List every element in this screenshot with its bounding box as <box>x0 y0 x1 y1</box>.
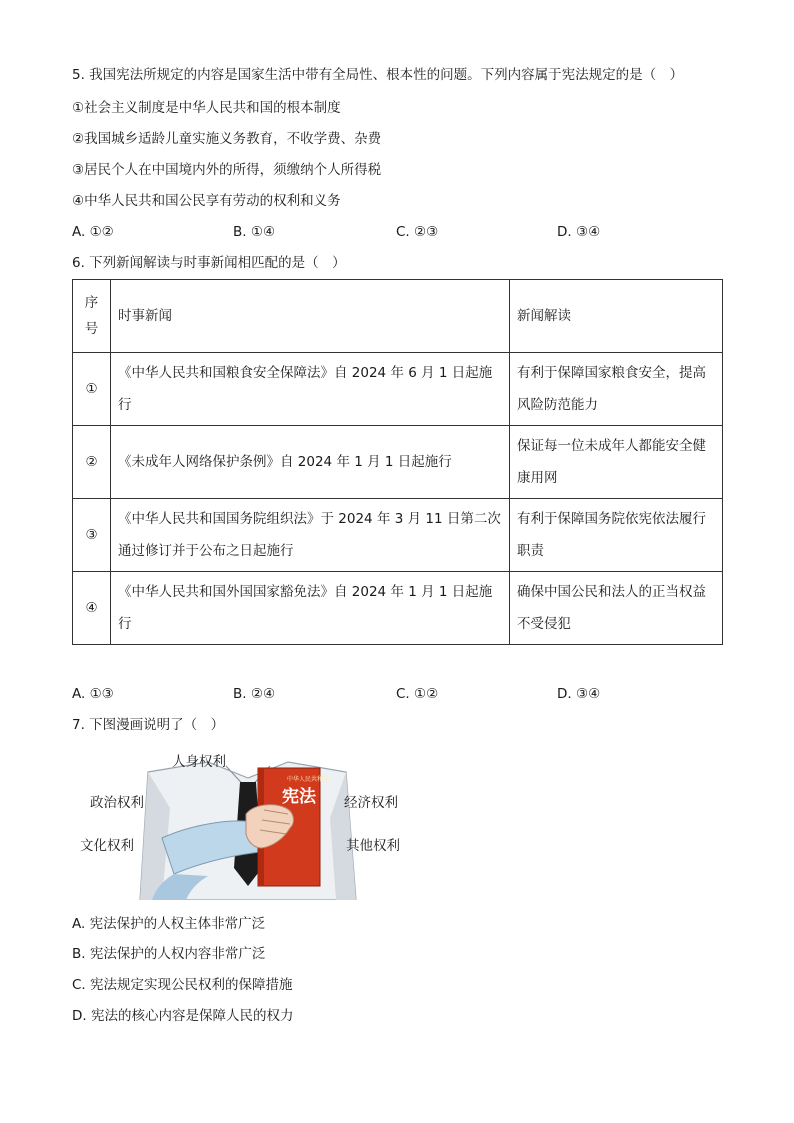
label-personal-rights: 人身权利 <box>172 754 226 770</box>
q7-option-b: B. 宪法保护的人权内容非常广泛 <box>72 946 266 962</box>
label-political-rights: 政治权利 <box>90 795 144 811</box>
q5-item-4: ④中华人民共和国公民享有劳动的权利和义务 <box>72 193 341 209</box>
header-interpretation: 新闻解读 <box>510 280 723 353</box>
q6-option-d: D. ③④ <box>557 686 601 702</box>
row-number: ② <box>73 426 111 499</box>
q6-option-c: C. ①② <box>396 686 439 702</box>
cartoon-illustration <box>78 748 408 900</box>
table-row <box>73 353 723 426</box>
q6-option-a: A. ①③ <box>72 686 114 702</box>
q5-item-2: ②我国城乡适龄儿童实施义务教育，不收学费、杂费 <box>72 131 382 147</box>
q5-option-d: D. ③④ <box>557 224 601 240</box>
label-cultural-rights: 文化权利 <box>80 838 134 854</box>
q6-stem: 6. 下列新闻解读与时事新闻相匹配的是（ ） <box>72 255 346 271</box>
news-table <box>72 279 723 645</box>
q5-option-a: A. ①② <box>72 224 114 240</box>
q7-option-a: A. 宪法保护的人权主体非常广泛 <box>72 916 266 932</box>
q5-option-c: C. ②③ <box>396 224 439 240</box>
row-number: ① <box>73 353 111 426</box>
label-other-rights: 其他权利 <box>346 838 400 854</box>
cartoon-figure <box>78 748 408 900</box>
book-subtitle: 中华人民共和国 <box>287 776 330 783</box>
row-news: 《中华人民共和国粮食安全保障法》自 2024 年 6 月 1 日起施行 <box>111 353 510 426</box>
q7-option-d: D. 宪法的核心内容是保障人民的权力 <box>72 1008 294 1024</box>
row-news: 《中华人民共和国国务院组织法》于 2024 年 3 月 11 日第二次通过修订并于公布之日起施行 <box>111 499 510 572</box>
q6-option-b: B. ②④ <box>233 686 276 702</box>
header-news: 时事新闻 <box>111 280 510 353</box>
table-row <box>73 426 723 499</box>
row-interpretation: 确保中国公民和法人的正当权益不受侵犯 <box>510 572 723 645</box>
q7-stem: 7. 下图漫画说明了（ ） <box>72 717 225 733</box>
row-interpretation: 有利于保障国家粮食安全，提高风险防范能力 <box>510 353 723 426</box>
book-title: 宪法 <box>282 787 316 807</box>
q5-item-1: ①社会主义制度是中华人民共和国的根本制度 <box>72 100 341 116</box>
row-interpretation: 有利于保障国务院依宪依法履行职责 <box>510 499 723 572</box>
table-row <box>73 572 723 645</box>
q5-stem: 5. 我国宪法所规定的内容是国家生活中带有全局性、根本性的问题。下列内容属于宪法规定的是（ ） <box>72 67 684 83</box>
row-news: 《中华人民共和国外国国家豁免法》自 2024 年 1 月 1 日起施行 <box>111 572 510 645</box>
label-economic-rights: 经济权利 <box>344 795 398 811</box>
table-row <box>73 499 723 572</box>
q5-item-3: ③居民个人在中国境内外的所得，须缴纳个人所得税 <box>72 162 382 178</box>
q5-option-b: B. ①④ <box>233 224 276 240</box>
row-news: 《未成年人网络保护条例》自 2024 年 1 月 1 日起施行 <box>111 426 510 499</box>
row-number: ④ <box>73 572 111 645</box>
table-header-row <box>73 280 723 353</box>
row-number: ③ <box>73 499 111 572</box>
row-interpretation: 保证每一位未成年人都能安全健康用网 <box>510 426 723 499</box>
header-number: 序号 <box>73 280 111 353</box>
q7-option-c: C. 宪法规定实现公民权利的保障措施 <box>72 977 293 993</box>
